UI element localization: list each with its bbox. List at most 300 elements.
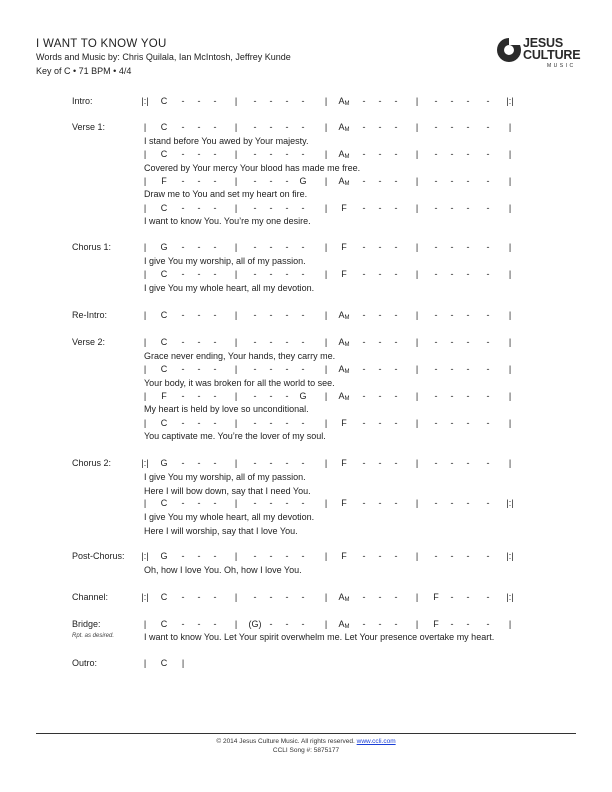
- beat-dash: -: [450, 619, 454, 629]
- beat-dash: -: [394, 310, 398, 320]
- section-label-bridge: Bridge:: [72, 619, 101, 629]
- chord-f: F: [433, 619, 439, 629]
- chord-quality: M: [344, 154, 350, 160]
- chord-c: C: [160, 592, 168, 602]
- chord-am: $A_M$: [338, 122, 350, 133]
- beat-dash: -: [213, 551, 217, 561]
- beat-dash: -: [181, 242, 185, 252]
- barline: |: [143, 418, 147, 428]
- chord-quality: M: [344, 181, 350, 187]
- beat-dash: -: [197, 96, 201, 106]
- barline: |: [143, 498, 147, 508]
- chord-f: F: [161, 176, 167, 186]
- beat-dash: -: [394, 364, 398, 374]
- beat-dash: -: [378, 551, 382, 561]
- beat-dash: -: [301, 458, 305, 468]
- chord-quality: M: [344, 369, 350, 375]
- beat-dash: -: [197, 176, 201, 186]
- beat-dash: -: [394, 96, 398, 106]
- beat-dash: -: [362, 551, 366, 561]
- section-label-channel: Channel:: [72, 592, 109, 602]
- beat-dash: -: [450, 149, 454, 159]
- beat-dash: -: [486, 310, 490, 320]
- barline: |: [324, 96, 328, 106]
- barline: |: [234, 418, 238, 428]
- chord-am: $A_M$: [338, 310, 350, 321]
- barline: |: [324, 458, 328, 468]
- beat-dash: -: [486, 269, 490, 279]
- chord-f: F: [161, 391, 167, 401]
- beat-dash: -: [378, 337, 382, 347]
- beat-dash: -: [181, 364, 185, 374]
- logo-text-culture: CULTURE: [523, 48, 581, 62]
- barline: |: [324, 176, 328, 186]
- song-title: I WANT TO KNOW YOU: [36, 38, 167, 50]
- beat-dash: -: [253, 269, 257, 279]
- beat-dash: -: [253, 418, 257, 428]
- barline: |: [415, 498, 419, 508]
- beat-dash: -: [394, 203, 398, 213]
- beat-dash: -: [213, 122, 217, 132]
- beat-dash: -: [434, 242, 438, 252]
- barline: |: [324, 149, 328, 159]
- beat-dash: -: [269, 619, 273, 629]
- beat-dash: -: [378, 96, 382, 106]
- barline: |: [143, 242, 147, 252]
- beat-dash: -: [394, 269, 398, 279]
- barline: |: [324, 391, 328, 401]
- beat-dash: -: [362, 149, 366, 159]
- beat-dash: -: [301, 149, 305, 159]
- chord-c: C: [160, 310, 168, 320]
- beat-dash: -: [394, 242, 398, 252]
- repeat-sign: |:|: [506, 592, 514, 602]
- beat-dash: -: [181, 498, 185, 508]
- beat-dash: -: [450, 337, 454, 347]
- beat-dash: -: [450, 418, 454, 428]
- beat-dash: -: [362, 203, 366, 213]
- chord-g: G: [299, 391, 307, 401]
- beat-dash: -: [197, 592, 201, 602]
- footer-divider: [36, 733, 576, 734]
- logo-disc-icon: [496, 37, 522, 63]
- beat-dash: -: [285, 551, 289, 561]
- beat-dash: -: [197, 364, 201, 374]
- beat-dash: -: [450, 458, 454, 468]
- barline: |: [508, 310, 512, 320]
- beat-dash: -: [269, 96, 273, 106]
- beat-dash: -: [486, 418, 490, 428]
- beat-dash: -: [450, 122, 454, 132]
- beat-dash: -: [362, 498, 366, 508]
- beat-dash: -: [213, 458, 217, 468]
- beat-dash: -: [253, 310, 257, 320]
- beat-dash: -: [466, 418, 470, 428]
- beat-dash: -: [213, 242, 217, 252]
- beat-dash: -: [450, 551, 454, 561]
- beat-dash: -: [450, 203, 454, 213]
- logo-text-music: MUSIC: [547, 63, 576, 69]
- barline: |: [324, 498, 328, 508]
- chord-am: $A_M$: [338, 619, 350, 630]
- chord-quality: M: [344, 597, 350, 603]
- section-label-postchorus: Post-Chorus:: [72, 551, 125, 561]
- chord-am: $A_M$: [338, 337, 350, 348]
- beat-dash: -: [362, 176, 366, 186]
- barline: |: [324, 242, 328, 252]
- beat-dash: -: [394, 391, 398, 401]
- beat-dash: -: [450, 96, 454, 106]
- beat-dash: -: [466, 96, 470, 106]
- chord-f: F: [341, 551, 347, 561]
- barline: |: [143, 149, 147, 159]
- lyric-line: Here I will bow down, say that I need You.: [144, 486, 311, 496]
- barline: |: [143, 122, 147, 132]
- logo-text-jesus: JESUS: [523, 36, 563, 50]
- barline: |: [234, 592, 238, 602]
- jesus-culture-logo: [496, 34, 580, 72]
- chord-am: $A_M$: [338, 364, 350, 375]
- section-label-verse2: Verse 2:: [72, 337, 106, 347]
- chord-c: C: [160, 337, 168, 347]
- beat-dash: -: [213, 337, 217, 347]
- barline: |: [415, 592, 419, 602]
- beat-dash: -: [181, 391, 185, 401]
- beat-dash: -: [466, 391, 470, 401]
- beat-dash: -: [466, 310, 470, 320]
- barline: |: [234, 149, 238, 159]
- key-bpm-info: Key of C • 71 BPM • 4/4: [36, 66, 132, 76]
- barline: |: [324, 592, 328, 602]
- barline: |: [143, 658, 147, 668]
- beat-dash: -: [197, 337, 201, 347]
- chord-am: $A_M$: [338, 96, 350, 107]
- barline: |: [508, 364, 512, 374]
- repeat-sign: |:|: [506, 498, 514, 508]
- beat-dash: -: [213, 592, 217, 602]
- section-label-verse1: Verse 1:: [72, 122, 106, 132]
- repeat-sign: |:|: [141, 458, 149, 468]
- chord-f: F: [341, 498, 347, 508]
- song-credits: Words and Music by: Chris Quilala, Ian McIntosh, Jeffrey Kunde: [36, 52, 291, 62]
- beat-dash: -: [285, 176, 289, 186]
- barline: |: [324, 203, 328, 213]
- chord-f: F: [433, 592, 439, 602]
- chord-c: C: [160, 364, 168, 374]
- beat-dash: -: [285, 619, 289, 629]
- beat-dash: -: [269, 458, 273, 468]
- beat-dash: -: [285, 391, 289, 401]
- beat-dash: -: [362, 619, 366, 629]
- beat-dash: -: [301, 551, 305, 561]
- beat-dash: -: [394, 149, 398, 159]
- section-label-outro: Outro:: [72, 658, 98, 668]
- beat-dash: -: [378, 592, 382, 602]
- beat-dash: -: [285, 269, 289, 279]
- barline: |: [508, 619, 512, 629]
- beat-dash: -: [434, 149, 438, 159]
- chord-quality: M: [344, 101, 350, 107]
- barline: |: [415, 269, 419, 279]
- barline: |: [143, 391, 147, 401]
- barline: |: [234, 458, 238, 468]
- beat-dash: -: [253, 337, 257, 347]
- barline: |: [234, 269, 238, 279]
- beat-dash: -: [213, 364, 217, 374]
- lyric-line: I want to know You. Let Your spirit overwhelm me. Let Your presence overtake my heart.: [144, 632, 495, 642]
- barline: |: [234, 122, 238, 132]
- beat-dash: -: [434, 96, 438, 106]
- barline: |: [324, 269, 328, 279]
- beat-dash: -: [466, 269, 470, 279]
- beat-dash: -: [378, 310, 382, 320]
- beat-dash: -: [181, 458, 185, 468]
- barline: |: [143, 176, 147, 186]
- beat-dash: -: [301, 619, 305, 629]
- lyric-line: I stand before You awed by Your majesty.: [144, 136, 309, 146]
- beat-dash: -: [450, 391, 454, 401]
- barline: |: [234, 96, 238, 106]
- barline: |: [143, 203, 147, 213]
- beat-dash: -: [269, 149, 273, 159]
- beat-dash: -: [285, 364, 289, 374]
- lyric-line: Here I will worship, say that I love You.: [144, 526, 298, 536]
- beat-dash: -: [378, 364, 382, 374]
- chord-c: C: [160, 619, 168, 629]
- chord-c: C: [160, 418, 168, 428]
- beat-dash: -: [394, 418, 398, 428]
- beat-dash: -: [486, 458, 490, 468]
- beat-dash: -: [285, 458, 289, 468]
- beat-dash: -: [301, 592, 305, 602]
- beat-dash: -: [181, 337, 185, 347]
- barline: |: [415, 418, 419, 428]
- beat-dash: -: [486, 176, 490, 186]
- barline: |: [415, 391, 419, 401]
- barline: |: [508, 269, 512, 279]
- beat-dash: -: [285, 122, 289, 132]
- repeat-sign: |:|: [141, 592, 149, 602]
- beat-dash: -: [434, 418, 438, 428]
- beat-dash: -: [466, 551, 470, 561]
- section-label-chorus2: Chorus 2:: [72, 458, 112, 468]
- beat-dash: -: [486, 391, 490, 401]
- beat-dash: -: [394, 337, 398, 347]
- beat-dash: -: [450, 310, 454, 320]
- chord-quality: M: [344, 396, 350, 402]
- beat-dash: -: [213, 498, 217, 508]
- barline: |: [415, 337, 419, 347]
- lyric-line: I want to know You. You’re my one desire.: [144, 216, 311, 226]
- beat-dash: -: [213, 176, 217, 186]
- beat-dash: -: [301, 242, 305, 252]
- barline: |: [143, 337, 147, 347]
- barline: |: [415, 310, 419, 320]
- beat-dash: -: [362, 458, 366, 468]
- chord-c: C: [160, 269, 168, 279]
- beat-dash: -: [197, 149, 201, 159]
- barline: |: [324, 122, 328, 132]
- beat-dash: -: [362, 418, 366, 428]
- beat-dash: -: [301, 122, 305, 132]
- beat-dash: -: [466, 592, 470, 602]
- beat-dash: -: [197, 619, 201, 629]
- beat-dash: -: [486, 551, 490, 561]
- beat-dash: -: [466, 176, 470, 186]
- chord-g: G: [160, 551, 168, 561]
- beat-dash: -: [197, 122, 201, 132]
- barline: |: [234, 242, 238, 252]
- chord-c: C: [160, 203, 168, 213]
- beat-dash: -: [434, 364, 438, 374]
- beat-dash: -: [466, 242, 470, 252]
- barline: |: [234, 310, 238, 320]
- beat-dash: -: [269, 551, 273, 561]
- beat-dash: -: [253, 364, 257, 374]
- bridge-repeat-note: Rpt. as desired.: [72, 633, 115, 639]
- beat-dash: -: [486, 619, 490, 629]
- beat-dash: -: [466, 619, 470, 629]
- beat-dash: -: [197, 269, 201, 279]
- barline: |: [234, 498, 238, 508]
- barline: |: [234, 176, 238, 186]
- beat-dash: -: [301, 418, 305, 428]
- beat-dash: -: [197, 418, 201, 428]
- beat-dash: -: [269, 498, 273, 508]
- beat-dash: -: [486, 96, 490, 106]
- beat-dash: -: [213, 269, 217, 279]
- barline: |: [508, 203, 512, 213]
- beat-dash: -: [269, 122, 273, 132]
- beat-dash: -: [285, 418, 289, 428]
- ccli-link[interactable]: www.ccli.com: [356, 738, 396, 745]
- chord-am: $A_M$: [338, 592, 350, 603]
- beat-dash: -: [285, 149, 289, 159]
- barline: |: [324, 364, 328, 374]
- beat-dash: -: [181, 310, 185, 320]
- beat-dash: -: [285, 96, 289, 106]
- beat-dash: -: [181, 269, 185, 279]
- beat-dash: -: [486, 149, 490, 159]
- barline: |: [324, 310, 328, 320]
- beat-dash: -: [301, 203, 305, 213]
- beat-dash: -: [197, 203, 201, 213]
- chord-am: $A_M$: [338, 149, 350, 160]
- beat-dash: -: [362, 391, 366, 401]
- beat-dash: -: [450, 364, 454, 374]
- beat-dash: -: [253, 242, 257, 252]
- beat-dash: -: [269, 176, 273, 186]
- beat-dash: -: [394, 592, 398, 602]
- chord-f: F: [341, 418, 347, 428]
- barline: |: [234, 337, 238, 347]
- chord-f: F: [341, 242, 347, 252]
- beat-dash: -: [434, 122, 438, 132]
- beat-dash: -: [285, 337, 289, 347]
- beat-dash: -: [269, 337, 273, 347]
- beat-dash: -: [197, 551, 201, 561]
- beat-dash: -: [378, 242, 382, 252]
- beat-dash: -: [253, 203, 257, 213]
- lyric-line: Grace never ending, Your hands, they carry me.: [144, 351, 336, 361]
- beat-dash: -: [269, 364, 273, 374]
- beat-dash: -: [466, 337, 470, 347]
- beat-dash: -: [253, 149, 257, 159]
- beat-dash: -: [253, 176, 257, 186]
- chord-c: C: [160, 96, 168, 106]
- beat-dash: -: [378, 176, 382, 186]
- barline: |: [324, 418, 328, 428]
- beat-dash: -: [197, 310, 201, 320]
- beat-dash: -: [362, 242, 366, 252]
- beat-dash: -: [253, 96, 257, 106]
- beat-dash: -: [466, 203, 470, 213]
- barline: |: [508, 337, 512, 347]
- footer-song-number: CCLI Song #: 5875177: [272, 747, 340, 754]
- chord-c: C: [160, 122, 168, 132]
- beat-dash: -: [362, 122, 366, 132]
- beat-dash: -: [269, 391, 273, 401]
- barline: |: [508, 149, 512, 159]
- beat-dash: -: [362, 592, 366, 602]
- chord-f: F: [341, 269, 347, 279]
- beat-dash: -: [434, 391, 438, 401]
- beat-dash: -: [269, 242, 273, 252]
- beat-dash: -: [466, 364, 470, 374]
- barline: |: [415, 176, 419, 186]
- chord-f: F: [341, 458, 347, 468]
- repeat-sign: |:|: [506, 551, 514, 561]
- barline: |: [415, 122, 419, 132]
- chord-am: $A_M$: [338, 391, 350, 402]
- beat-dash: -: [394, 498, 398, 508]
- beat-dash: -: [362, 337, 366, 347]
- chord-g: G: [160, 458, 168, 468]
- barline: |: [508, 176, 512, 186]
- chord-quality: M: [344, 127, 350, 133]
- beat-dash: -: [181, 122, 185, 132]
- repeat-sign: |:|: [141, 96, 149, 106]
- repeat-sign: |:|: [506, 96, 514, 106]
- beat-dash: -: [213, 96, 217, 106]
- barline: |: [324, 551, 328, 561]
- chord-quality: M: [344, 624, 350, 630]
- beat-dash: -: [466, 149, 470, 159]
- chord-am: $A_M$: [338, 176, 350, 187]
- barline: |: [508, 122, 512, 132]
- beat-dash: -: [466, 498, 470, 508]
- beat-dash: -: [466, 122, 470, 132]
- beat-dash: -: [301, 364, 305, 374]
- beat-dash: -: [181, 96, 185, 106]
- beat-dash: -: [434, 310, 438, 320]
- barline: |: [415, 458, 419, 468]
- beat-dash: -: [253, 551, 257, 561]
- chord-quality: M: [344, 315, 350, 321]
- chord-g: G: [299, 176, 307, 186]
- barline: |: [508, 418, 512, 428]
- barline: |: [508, 391, 512, 401]
- lyric-line: I give You my worship, all of my passion.: [144, 256, 306, 266]
- beat-dash: -: [486, 337, 490, 347]
- repeat-sign: |:|: [141, 551, 149, 561]
- barline: |: [143, 310, 147, 320]
- chord-g-optional: (G): [248, 619, 262, 629]
- beat-dash: -: [486, 364, 490, 374]
- chord-g: G: [160, 242, 168, 252]
- lyric-line: My heart is held by love so unconditional.: [144, 404, 309, 414]
- barline: |: [508, 242, 512, 252]
